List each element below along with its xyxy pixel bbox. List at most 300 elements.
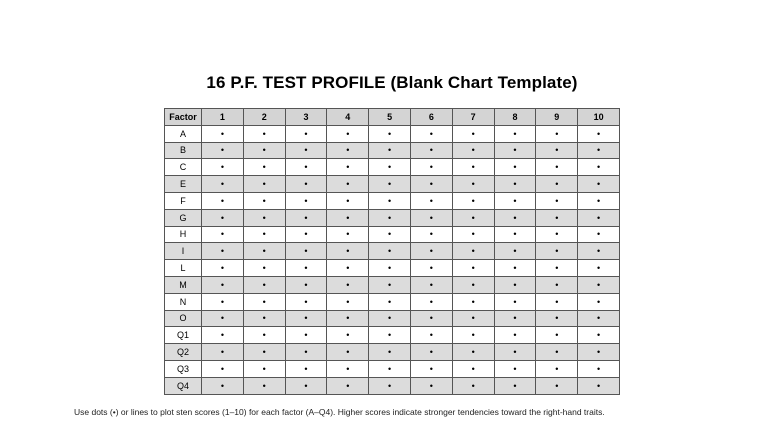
score-cell[interactable] bbox=[243, 192, 285, 209]
score-cell[interactable] bbox=[285, 192, 327, 209]
plot-dot: • bbox=[220, 330, 224, 341]
score-cell[interactable] bbox=[578, 209, 620, 226]
score-cell[interactable] bbox=[285, 344, 327, 361]
score-cell[interactable] bbox=[452, 226, 494, 243]
plot-dot: • bbox=[262, 195, 266, 206]
score-cell[interactable] bbox=[285, 276, 327, 293]
score-cell[interactable] bbox=[243, 260, 285, 277]
table-row bbox=[165, 327, 620, 344]
plot-dot: • bbox=[262, 179, 266, 190]
plot-dot: • bbox=[429, 179, 433, 190]
score-cell[interactable] bbox=[243, 226, 285, 243]
score-cell[interactable] bbox=[410, 226, 452, 243]
plot-dot: • bbox=[471, 212, 475, 223]
score-cell[interactable] bbox=[410, 142, 452, 159]
score-cell[interactable] bbox=[578, 192, 620, 209]
score-cell[interactable] bbox=[285, 377, 327, 394]
score-cell[interactable] bbox=[285, 243, 327, 260]
plot-dot: • bbox=[346, 313, 350, 324]
score-cell[interactable] bbox=[327, 310, 369, 327]
score-cell[interactable] bbox=[578, 344, 620, 361]
score-cell[interactable] bbox=[369, 344, 411, 361]
plot-dot: • bbox=[262, 128, 266, 139]
score-cell[interactable] bbox=[243, 125, 285, 142]
score-cell[interactable] bbox=[410, 377, 452, 394]
score-cell[interactable] bbox=[285, 310, 327, 327]
table-row bbox=[165, 276, 620, 293]
score-cell[interactable] bbox=[202, 243, 244, 260]
score-cell[interactable] bbox=[202, 293, 244, 310]
score-cell[interactable] bbox=[369, 293, 411, 310]
score-cell[interactable] bbox=[202, 142, 244, 159]
score-cell[interactable] bbox=[410, 293, 452, 310]
score-cell[interactable] bbox=[536, 377, 578, 394]
plot-dot: • bbox=[555, 296, 559, 307]
factor-label: E bbox=[165, 176, 202, 193]
score-cell[interactable] bbox=[243, 293, 285, 310]
plot-dot: • bbox=[388, 212, 392, 223]
plot-dot: • bbox=[346, 229, 350, 240]
score-cell[interactable] bbox=[536, 142, 578, 159]
score-cell[interactable] bbox=[285, 327, 327, 344]
score-cell[interactable] bbox=[243, 344, 285, 361]
score-cell[interactable] bbox=[452, 260, 494, 277]
plot-dot: • bbox=[388, 128, 392, 139]
score-cell[interactable] bbox=[536, 344, 578, 361]
score-cell[interactable] bbox=[494, 260, 536, 277]
score-cell[interactable] bbox=[410, 192, 452, 209]
plot-dot: • bbox=[429, 229, 433, 240]
table-row bbox=[165, 243, 620, 260]
plot-dot: • bbox=[597, 162, 601, 173]
plot-dot: • bbox=[555, 347, 559, 358]
score-cell[interactable] bbox=[202, 377, 244, 394]
page-title: 16 P.F. TEST PROFILE (Blank Chart Template) bbox=[206, 73, 578, 92]
table-row bbox=[165, 377, 620, 394]
score-cell[interactable] bbox=[410, 260, 452, 277]
plot-dot: • bbox=[555, 363, 559, 374]
score-cell[interactable] bbox=[369, 192, 411, 209]
plot-dot: • bbox=[597, 195, 601, 206]
score-cell[interactable] bbox=[578, 125, 620, 142]
score-cell[interactable] bbox=[327, 159, 369, 176]
plot-dot: • bbox=[555, 246, 559, 257]
score-cell[interactable] bbox=[369, 125, 411, 142]
score-cell[interactable] bbox=[410, 176, 452, 193]
score-cell[interactable] bbox=[369, 327, 411, 344]
score-cell[interactable] bbox=[452, 243, 494, 260]
score-cell[interactable] bbox=[202, 276, 244, 293]
score-cell[interactable] bbox=[452, 192, 494, 209]
score-cell[interactable] bbox=[494, 327, 536, 344]
score-cell[interactable] bbox=[327, 226, 369, 243]
score-cell[interactable] bbox=[327, 243, 369, 260]
score-cell[interactable] bbox=[369, 176, 411, 193]
score-cell[interactable] bbox=[243, 176, 285, 193]
plot-dot: • bbox=[555, 263, 559, 274]
plot-dot: • bbox=[471, 246, 475, 257]
score-column-header: 3 bbox=[285, 109, 327, 126]
score-cell[interactable] bbox=[494, 310, 536, 327]
plot-dot: • bbox=[262, 347, 266, 358]
score-cell[interactable] bbox=[578, 276, 620, 293]
table-row bbox=[165, 125, 620, 142]
score-cell[interactable] bbox=[202, 260, 244, 277]
plot-dot: • bbox=[513, 246, 517, 257]
plot-dot: • bbox=[346, 195, 350, 206]
plot-dot: • bbox=[513, 162, 517, 173]
factor-label: N bbox=[165, 293, 202, 310]
score-cell[interactable] bbox=[452, 327, 494, 344]
score-cell[interactable] bbox=[243, 310, 285, 327]
score-cell[interactable] bbox=[452, 159, 494, 176]
score-cell[interactable] bbox=[243, 159, 285, 176]
plot-dot: • bbox=[513, 179, 517, 190]
factor-label: C bbox=[165, 159, 202, 176]
plot-dot: • bbox=[262, 330, 266, 341]
plot-dot: • bbox=[471, 263, 475, 274]
score-cell[interactable] bbox=[452, 142, 494, 159]
score-cell[interactable] bbox=[494, 344, 536, 361]
plot-dot: • bbox=[346, 279, 350, 290]
score-cell[interactable] bbox=[536, 327, 578, 344]
score-cell[interactable] bbox=[578, 310, 620, 327]
score-cell[interactable] bbox=[536, 260, 578, 277]
score-cell[interactable] bbox=[494, 226, 536, 243]
plot-dot: • bbox=[597, 212, 601, 223]
plot-dot: • bbox=[597, 347, 601, 358]
score-cell[interactable] bbox=[327, 360, 369, 377]
score-cell[interactable] bbox=[285, 176, 327, 193]
plot-dot: • bbox=[262, 313, 266, 324]
score-cell[interactable] bbox=[452, 276, 494, 293]
plot-dot: • bbox=[597, 363, 601, 374]
plot-dot: • bbox=[304, 145, 308, 156]
score-cell[interactable] bbox=[410, 243, 452, 260]
score-cell[interactable] bbox=[285, 260, 327, 277]
score-cell[interactable] bbox=[202, 176, 244, 193]
plot-dot: • bbox=[388, 263, 392, 274]
score-cell[interactable] bbox=[369, 377, 411, 394]
score-cell[interactable] bbox=[578, 176, 620, 193]
plot-dot: • bbox=[388, 380, 392, 391]
score-cell[interactable] bbox=[327, 377, 369, 394]
plot-dot: • bbox=[220, 179, 224, 190]
plot-dot: • bbox=[304, 229, 308, 240]
score-cell[interactable] bbox=[494, 243, 536, 260]
score-cell[interactable] bbox=[369, 159, 411, 176]
plot-dot: • bbox=[388, 195, 392, 206]
plot-dot: • bbox=[262, 162, 266, 173]
plot-dot: • bbox=[555, 179, 559, 190]
plot-dot: • bbox=[513, 145, 517, 156]
score-cell[interactable] bbox=[327, 260, 369, 277]
score-cell[interactable] bbox=[369, 243, 411, 260]
score-cell[interactable] bbox=[369, 260, 411, 277]
score-cell[interactable] bbox=[536, 125, 578, 142]
score-cell[interactable] bbox=[578, 159, 620, 176]
score-cell[interactable] bbox=[536, 226, 578, 243]
plot-dot: • bbox=[220, 296, 224, 307]
score-cell[interactable] bbox=[578, 293, 620, 310]
score-cell[interactable] bbox=[327, 142, 369, 159]
plot-dot: • bbox=[388, 363, 392, 374]
plot-dot: • bbox=[304, 246, 308, 257]
table-header-row bbox=[165, 109, 620, 126]
plot-dot: • bbox=[304, 212, 308, 223]
score-cell[interactable] bbox=[578, 327, 620, 344]
plot-dot: • bbox=[513, 313, 517, 324]
score-cell[interactable] bbox=[494, 209, 536, 226]
plot-dot: • bbox=[429, 380, 433, 391]
plot-dot: • bbox=[471, 229, 475, 240]
table-row bbox=[165, 310, 620, 327]
score-cell[interactable] bbox=[202, 360, 244, 377]
score-cell[interactable] bbox=[202, 159, 244, 176]
factor-label: Q3 bbox=[165, 360, 202, 377]
instruction-note: Use dots (•) or lines to plot sten scores (1–10) for each factor (A–Q4). Higher scores indicate stronger tendencies toward the right-hand traits. bbox=[74, 407, 605, 417]
score-cell[interactable] bbox=[327, 344, 369, 361]
score-cell[interactable] bbox=[452, 209, 494, 226]
plot-dot: • bbox=[513, 330, 517, 341]
plot-dot: • bbox=[429, 363, 433, 374]
plot-dot: • bbox=[304, 330, 308, 341]
plot-dot: • bbox=[429, 263, 433, 274]
score-cell[interactable] bbox=[285, 125, 327, 142]
score-cell[interactable] bbox=[452, 125, 494, 142]
score-cell[interactable] bbox=[494, 276, 536, 293]
plot-dot: • bbox=[304, 380, 308, 391]
score-cell[interactable] bbox=[327, 276, 369, 293]
plot-dot: • bbox=[304, 128, 308, 139]
plot-dot: • bbox=[429, 128, 433, 139]
score-cell[interactable] bbox=[536, 310, 578, 327]
score-cell[interactable] bbox=[536, 293, 578, 310]
plot-dot: • bbox=[262, 380, 266, 391]
plot-dot: • bbox=[555, 313, 559, 324]
table-row bbox=[165, 209, 620, 226]
plot-dot: • bbox=[597, 246, 601, 257]
score-cell[interactable] bbox=[285, 142, 327, 159]
score-cell[interactable] bbox=[327, 293, 369, 310]
score-cell[interactable] bbox=[410, 310, 452, 327]
plot-dot: • bbox=[220, 279, 224, 290]
plot-dot: • bbox=[388, 347, 392, 358]
score-cell[interactable] bbox=[327, 176, 369, 193]
plot-dot: • bbox=[555, 162, 559, 173]
factor-label: F bbox=[165, 192, 202, 209]
score-cell[interactable] bbox=[285, 159, 327, 176]
score-cell[interactable] bbox=[243, 360, 285, 377]
plot-dot: • bbox=[555, 279, 559, 290]
score-cell[interactable] bbox=[327, 192, 369, 209]
score-column-header: 9 bbox=[536, 109, 578, 126]
score-cell[interactable] bbox=[536, 176, 578, 193]
factor-label: O bbox=[165, 310, 202, 327]
score-column-header: 4 bbox=[327, 109, 369, 126]
score-cell[interactable] bbox=[285, 226, 327, 243]
score-cell[interactable] bbox=[494, 377, 536, 394]
score-cell[interactable] bbox=[452, 377, 494, 394]
score-cell[interactable] bbox=[410, 159, 452, 176]
plot-dot: • bbox=[471, 347, 475, 358]
plot-dot: • bbox=[597, 313, 601, 324]
plot-dot: • bbox=[471, 145, 475, 156]
score-cell[interactable] bbox=[536, 159, 578, 176]
score-cell[interactable] bbox=[452, 293, 494, 310]
plot-dot: • bbox=[346, 212, 350, 223]
score-cell[interactable] bbox=[452, 310, 494, 327]
score-cell[interactable] bbox=[578, 360, 620, 377]
score-cell[interactable] bbox=[202, 310, 244, 327]
score-cell[interactable] bbox=[494, 293, 536, 310]
plot-dot: • bbox=[304, 195, 308, 206]
table-row bbox=[165, 142, 620, 159]
plot-dot: • bbox=[597, 296, 601, 307]
score-cell[interactable] bbox=[369, 142, 411, 159]
plot-dot: • bbox=[346, 263, 350, 274]
plot-dot: • bbox=[471, 128, 475, 139]
score-cell[interactable] bbox=[369, 276, 411, 293]
score-cell[interactable] bbox=[494, 192, 536, 209]
plot-dot: • bbox=[597, 179, 601, 190]
plot-dot: • bbox=[220, 229, 224, 240]
plot-dot: • bbox=[262, 229, 266, 240]
score-cell[interactable] bbox=[578, 243, 620, 260]
score-cell[interactable] bbox=[410, 360, 452, 377]
score-cell[interactable] bbox=[327, 125, 369, 142]
score-cell[interactable] bbox=[536, 243, 578, 260]
plot-dot: • bbox=[220, 347, 224, 358]
table-row bbox=[165, 176, 620, 193]
table-row bbox=[165, 226, 620, 243]
plot-dot: • bbox=[471, 363, 475, 374]
plot-dot: • bbox=[429, 212, 433, 223]
plot-dot: • bbox=[304, 179, 308, 190]
plot-dot: • bbox=[555, 330, 559, 341]
plot-dot: • bbox=[471, 313, 475, 324]
score-cell[interactable] bbox=[202, 327, 244, 344]
plot-dot: • bbox=[513, 380, 517, 391]
score-cell[interactable] bbox=[410, 344, 452, 361]
score-cell[interactable] bbox=[243, 243, 285, 260]
score-cell[interactable] bbox=[578, 142, 620, 159]
plot-dot: • bbox=[346, 246, 350, 257]
plot-dot: • bbox=[429, 195, 433, 206]
score-cell[interactable] bbox=[494, 142, 536, 159]
score-cell[interactable] bbox=[410, 125, 452, 142]
plot-dot: • bbox=[388, 145, 392, 156]
plot-dot: • bbox=[513, 363, 517, 374]
score-cell[interactable] bbox=[494, 159, 536, 176]
plot-dot: • bbox=[262, 246, 266, 257]
score-cell[interactable] bbox=[243, 209, 285, 226]
plot-dot: • bbox=[429, 162, 433, 173]
score-cell[interactable] bbox=[410, 209, 452, 226]
plot-dot: • bbox=[220, 128, 224, 139]
plot-dot: • bbox=[513, 195, 517, 206]
plot-dot: • bbox=[304, 347, 308, 358]
score-cell[interactable] bbox=[410, 276, 452, 293]
score-cell[interactable] bbox=[578, 226, 620, 243]
plot-dot: • bbox=[220, 246, 224, 257]
table-row bbox=[165, 159, 620, 176]
score-cell[interactable] bbox=[202, 125, 244, 142]
factor-column-header: Factor bbox=[165, 109, 202, 126]
score-cell[interactable] bbox=[285, 209, 327, 226]
plot-dot: • bbox=[555, 145, 559, 156]
score-cell[interactable] bbox=[202, 209, 244, 226]
score-cell[interactable] bbox=[494, 360, 536, 377]
plot-dot: • bbox=[597, 263, 601, 274]
score-cell[interactable] bbox=[243, 377, 285, 394]
plot-dot: • bbox=[429, 279, 433, 290]
plot-dot: • bbox=[262, 263, 266, 274]
score-cell[interactable] bbox=[578, 260, 620, 277]
factor-label: H bbox=[165, 226, 202, 243]
score-column-header: 7 bbox=[452, 109, 494, 126]
score-cell[interactable] bbox=[369, 310, 411, 327]
plot-dot: • bbox=[513, 263, 517, 274]
score-cell[interactable] bbox=[202, 226, 244, 243]
score-cell[interactable] bbox=[536, 276, 578, 293]
factor-label: G bbox=[165, 209, 202, 226]
score-cell[interactable] bbox=[202, 344, 244, 361]
score-cell[interactable] bbox=[327, 209, 369, 226]
score-cell[interactable] bbox=[494, 176, 536, 193]
score-cell[interactable] bbox=[410, 327, 452, 344]
score-cell[interactable] bbox=[327, 327, 369, 344]
plot-dot: • bbox=[429, 296, 433, 307]
score-cell[interactable] bbox=[452, 344, 494, 361]
plot-dot: • bbox=[429, 313, 433, 324]
score-cell[interactable] bbox=[536, 360, 578, 377]
score-cell[interactable] bbox=[452, 360, 494, 377]
score-cell[interactable] bbox=[243, 327, 285, 344]
plot-dot: • bbox=[346, 145, 350, 156]
score-cell[interactable] bbox=[369, 360, 411, 377]
plot-dot: • bbox=[346, 179, 350, 190]
score-cell[interactable] bbox=[285, 360, 327, 377]
plot-dot: • bbox=[513, 229, 517, 240]
score-cell[interactable] bbox=[369, 209, 411, 226]
score-cell[interactable] bbox=[202, 192, 244, 209]
plot-dot: • bbox=[346, 363, 350, 374]
factor-label: A bbox=[165, 125, 202, 142]
plot-dot: • bbox=[597, 380, 601, 391]
score-cell[interactable] bbox=[243, 142, 285, 159]
score-cell[interactable] bbox=[285, 293, 327, 310]
score-cell[interactable] bbox=[536, 192, 578, 209]
plot-dot: • bbox=[597, 229, 601, 240]
plot-dot: • bbox=[304, 313, 308, 324]
score-cell[interactable] bbox=[369, 226, 411, 243]
score-cell[interactable] bbox=[578, 377, 620, 394]
score-cell[interactable] bbox=[452, 176, 494, 193]
plot-dot: • bbox=[220, 263, 224, 274]
score-column-header: 2 bbox=[243, 109, 285, 126]
factor-label: B bbox=[165, 142, 202, 159]
table-row bbox=[165, 360, 620, 377]
plot-dot: • bbox=[262, 212, 266, 223]
plot-dot: • bbox=[388, 162, 392, 173]
table-row bbox=[165, 192, 620, 209]
score-cell[interactable] bbox=[243, 276, 285, 293]
plot-dot: • bbox=[304, 296, 308, 307]
score-cell[interactable] bbox=[536, 209, 578, 226]
score-cell[interactable] bbox=[494, 125, 536, 142]
plot-dot: • bbox=[220, 145, 224, 156]
